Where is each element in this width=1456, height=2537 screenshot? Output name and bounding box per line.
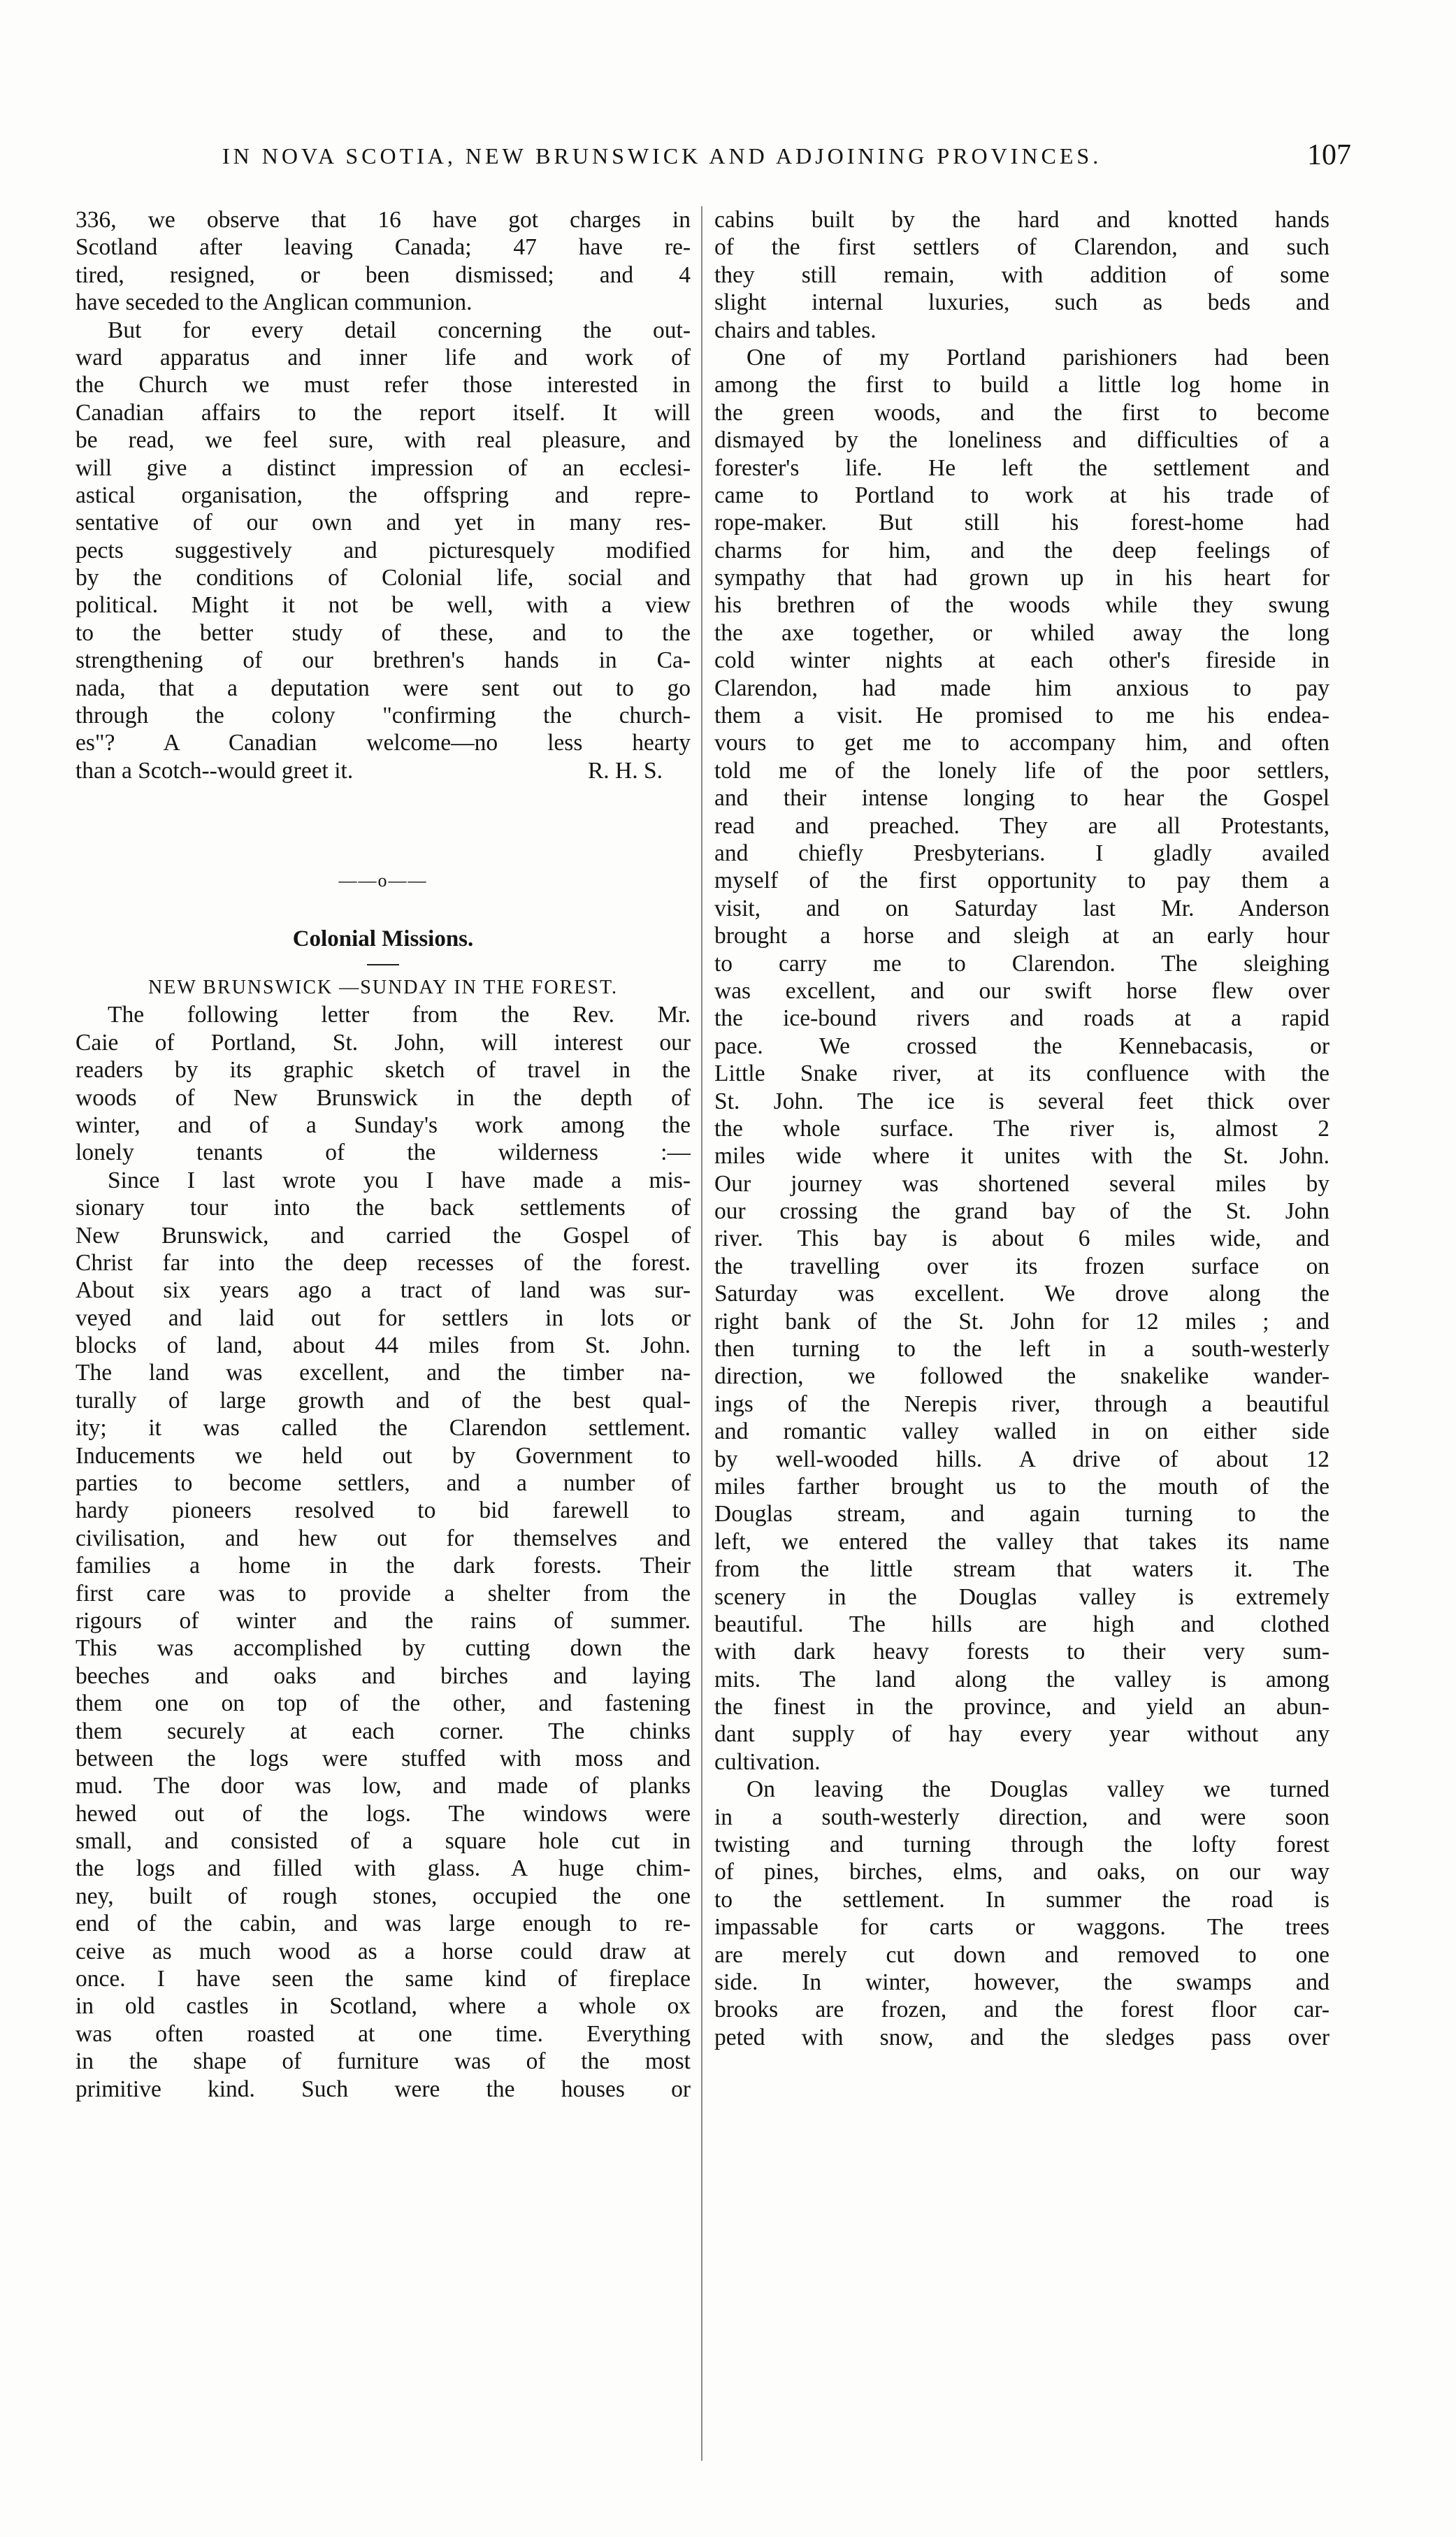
text-line: On leaving the Douglas valley we turned [747, 1776, 1329, 1803]
text-line: cultivation. [714, 1748, 821, 1775]
text-line: rope-maker. But still his forest-home had [714, 510, 1329, 536]
text-line: But for every detail concerning the out- [108, 317, 691, 343]
text-line: the ice-bound rivers and roads at a rapid [714, 1005, 1329, 1032]
text-line: veyed and laid out for settlers in lots or [75, 1305, 691, 1331]
paragraph-cabins-lines [714, 206, 1329, 317]
text-line: parties to become settlers, and a number of [75, 1470, 691, 1497]
text-line: left, we entered the valley that takes its name [714, 1528, 1329, 1555]
text-line: cabins built by the hard and knotted hands [714, 207, 1329, 233]
text-line: be read, we feel sure, with real pleasure, and [75, 427, 691, 454]
text-line: hardy pioneers resolved to bid farewell to [75, 1497, 691, 1524]
text-line: peted with snow, and the sledges pass over [714, 2024, 1329, 2050]
text-line: and their intense longing to hear the Gospel [714, 785, 1329, 812]
text-line: slight internal luxuries, such as beds and [714, 289, 1329, 316]
text-line: blocks of land, about 44 miles from St. John. [75, 1332, 691, 1359]
column-divider [701, 206, 702, 2461]
text-line: told me of the lonely life of the poor settlers, [714, 757, 1329, 784]
text-line: they still remain, with addition of some [714, 261, 1329, 288]
text-line: dant supply of hay every year without any [714, 1721, 1329, 1748]
text-line: the travelling over its frozen surface on [714, 1253, 1329, 1279]
text-line: ings of the Nerepis river, through a beautiful [714, 1390, 1329, 1417]
text-line: in old castles in Scotland, where a whole ox [75, 1993, 691, 2020]
text-line: by the conditions of Colonial life, social and [75, 565, 691, 591]
text-line: civilisation, and hew out for themselves and [75, 1525, 691, 1551]
text-line: myself of the first opportunity to pay them a [714, 868, 1329, 894]
text-line: mits. The land along the valley is among [714, 1666, 1329, 1692]
text-line: forester's life. He left the settlement and [714, 454, 1329, 481]
text-line: St. John. The ice is several feet thick over [714, 1088, 1329, 1114]
paragraph-report-reference [75, 317, 691, 785]
text-line: brooks are frozen, and the forest floor car- [714, 1997, 1329, 2023]
text-line: tired, resigned, or been dismissed; and 4 [75, 261, 691, 288]
text-line: between the logs were stuffed with moss and [75, 1745, 691, 1771]
text-line: them one on top of the other, and fastening [75, 1690, 691, 1717]
text-line: families a home in the dark forests. Their [75, 1553, 691, 1579]
text-line: 336, we observe that 16 have got charges in [75, 207, 691, 233]
text-line: Inducements we held out by Government to [75, 1442, 691, 1469]
text-line: political. Might it not be well, with a view [75, 592, 691, 619]
text-line: primitive kind. Such were the houses or [75, 2076, 691, 2102]
text-line: winter, and of a Sunday's work among the [75, 1112, 691, 1138]
paragraph-cabins [714, 206, 1329, 344]
text-line: of the first settlers of Clarendon, and such [714, 234, 1329, 261]
text-line: the logs and filled with glass. A huge chim- [75, 1855, 691, 1882]
text-line: the Church we must refer those interested in [75, 372, 691, 398]
text-line: About six years ago a tract of land was sur- [75, 1277, 691, 1304]
text-line: came to Portland to work at his trade of [714, 482, 1329, 508]
text-line: ceive as much wood as a horse could draw at [75, 1938, 691, 1964]
text-line: have seceded to the Anglican communion. [75, 289, 473, 316]
text-line: Canadian affairs to the report itself. It will [75, 399, 691, 426]
text-line: to the better study of these, and to the [75, 619, 691, 646]
text-line: first care was to provide a shelter from the [75, 1580, 691, 1607]
text-line: in the shape of furniture was of the most [75, 2048, 691, 2075]
text-line: the finest in the province, and yield an abun- [714, 1694, 1329, 1720]
text-line: Little Snake river, at its confluence with the [714, 1061, 1329, 1087]
left-column [75, 206, 691, 2464]
section-title: Colonial Missions. [292, 926, 474, 951]
text-line: beeches and oaks and birches and laying [75, 1662, 691, 1689]
text-line: sympathy that had grown up in his heart for [714, 565, 1329, 591]
text-line: once. I have seen the same kind of fireplace [75, 1966, 691, 1992]
section-divider-ornament: ——o—— [338, 870, 428, 891]
text-line: miles wide where it unites with the St. John. [714, 1143, 1329, 1170]
text-line: by well-wooded hills. A drive of about 12 [714, 1446, 1329, 1472]
text-line: dismayed by the loneliness and difficulties of a [714, 427, 1329, 454]
text-line: to carry me to Clarendon. The sleighing [714, 950, 1329, 977]
text-line: readers by its graphic sketch of travel in the [75, 1057, 691, 1084]
text-line: woods of New Brunswick in the depth of [75, 1084, 691, 1111]
text-line: brought a horse and sleigh at an early hour [714, 923, 1329, 949]
text-line: sentative of our own and yet in many res- [75, 510, 691, 536]
text-line: then turning to the left in a south-westerly [714, 1336, 1329, 1363]
text-line: charms for him, and the deep feelings of [714, 537, 1329, 563]
text-line: visit, and on Saturday last Mr. Anderson [714, 895, 1329, 921]
article-subheading: NEW BRUNSWICK —SUNDAY IN THE FOREST. [148, 976, 618, 998]
text-line: astical organisation, the offspring and repre- [75, 482, 691, 508]
text-line: with dark heavy forests to their very sum- [714, 1639, 1329, 1665]
text-line: them securely at each corner. The chinks [75, 1718, 691, 1744]
text-line: nada, that a deputation were sent out to go [75, 675, 691, 701]
text-line: This was accomplished by cutting down the [75, 1635, 691, 1662]
signature-line [75, 757, 691, 784]
text-line: turally of large growth and of the best qual- [75, 1387, 691, 1414]
text-line: river. This bay is about 6 miles wide, and [714, 1226, 1329, 1252]
paragraph-forest-road [714, 1776, 1329, 2051]
text-line: hewed out of the logs. The windows were [75, 1800, 691, 1827]
text-line: through the colony "confirming the church- [75, 703, 691, 729]
text-line: among the first to build a little log home in [714, 372, 1329, 398]
text-line: miles farther brought us to the mouth of the [714, 1473, 1329, 1500]
text-line: Our journey was shortened several miles by [714, 1170, 1329, 1197]
text-line: direction, we followed the snakelike wander- [714, 1363, 1329, 1390]
paragraph-journey-lines [714, 344, 1329, 1748]
text-line: in a south-westerly direction, and were soon [714, 1804, 1329, 1830]
text-line: Clarendon, had made him anxious to pay [714, 675, 1329, 701]
text-line: Christ far into the deep recesses of the forest. [75, 1249, 691, 1276]
text-line: and romantic valley walled in on either side [714, 1418, 1329, 1445]
text-line: mud. The door was low, and made of planks [75, 1773, 691, 1799]
text-line: lonely tenants of the wilderness :— [75, 1140, 691, 1166]
section-title-rule [367, 964, 399, 965]
text-line: The land was excellent, and the timber na- [75, 1360, 691, 1386]
text-line: to the settlement. In summer the road is [714, 1886, 1329, 1913]
author-signature: R. H. S. [587, 757, 663, 784]
text-line: pace. We crossed the Kennebacasis, or [714, 1033, 1329, 1059]
paragraph-journey [714, 344, 1329, 1776]
text-line: One of my Portland parishioners had been [747, 344, 1329, 371]
text-line: Caie of Portland, St. John, will interest our [75, 1029, 691, 1056]
text-line: Scotland after leaving Canada; 47 have re- [75, 234, 691, 261]
text-line: are merely cut down and removed to one [714, 1941, 1329, 1968]
text-line: scenery in the Douglas valley is extremely [714, 1583, 1329, 1610]
text-line: strengthening of our brethren's hands in Ca- [75, 647, 691, 674]
text-line: Saturday was excellent. We drove along the [714, 1281, 1329, 1307]
text-line: es"? A Canadian welcome—no less hearty [75, 730, 691, 756]
text-line: them a visit. He promised to me his endea- [714, 703, 1329, 729]
text-line: ward apparatus and inner life and work of [75, 344, 691, 371]
text-line: right bank of the St. John for 12 miles ; and [714, 1308, 1329, 1335]
right-column [714, 206, 1329, 2464]
text-line: New Brunswick, and carried the Gospel of [75, 1222, 691, 1249]
text-line: ney, built of rough stones, occupied the one [75, 1883, 691, 1909]
text-line: from the little stream that waters it. The [714, 1556, 1329, 1583]
text-line: will give a distinct impression of an ecclesi- [75, 454, 691, 481]
text-line: twisting and turning through the lofty forest [714, 1832, 1329, 1858]
text-line: cold winter nights at each other's fireside in [714, 647, 1329, 674]
text-line: the axe together, or whiled away the long [714, 619, 1329, 646]
text-line: was often roasted at one time. Everything [75, 2020, 691, 2047]
text-line: vours to get me to accompany him, and often [714, 730, 1329, 756]
closing-text: than a Scotch--would greet it. [75, 757, 354, 784]
text-line: Douglas stream, and again turning to the [714, 1501, 1329, 1528]
text-line: ity; it was called the Clarendon settlement. [75, 1415, 691, 1442]
text-line: read and preached. They are all Protestants, [714, 812, 1329, 839]
paragraph-report-reference-lines [75, 317, 691, 757]
text-line: The following letter from the Rev. Mr. [108, 1002, 691, 1028]
text-line: chairs and tables. [714, 317, 877, 343]
text-line: and chiefly Presbyterians. I gladly availed [714, 840, 1329, 866]
text-line: our crossing the grand bay of the St. John [714, 1198, 1329, 1225]
text-line: impassable for carts or waggons. The trees [714, 1914, 1329, 1941]
text-line: beautiful. The hills are high and clothed [714, 1611, 1329, 1637]
text-line: of pines, birches, elms, and oaks, on our way [714, 1859, 1329, 1885]
text-line: end of the cabin, and was large enough to re- [75, 1911, 691, 1937]
text-line: was excellent, and our swift horse flew over [714, 977, 1329, 1004]
text-line: side. In winter, however, the swamps and [714, 1969, 1329, 1995]
text-line: Since I last wrote you I have made a mis- [108, 1167, 691, 1193]
text-line: the whole surface. The river is, almost 2 [714, 1115, 1329, 1142]
page-number: 107 [1307, 139, 1351, 171]
text-line: sionary tour into the back settlements of [75, 1195, 691, 1221]
text-line: rigours of winter and the rains of summer. [75, 1607, 691, 1634]
text-line: pects suggestively and picturesquely modified [75, 537, 691, 563]
text-line: his brethren of the woods while they swung [714, 592, 1329, 619]
text-line: the green woods, and the first to become [714, 399, 1329, 426]
text-line: small, and consisted of a square hole cut in [75, 1828, 691, 1855]
running-head: IN NOVA SCOTIA, NEW BRUNSWICK AND ADJOINING PROVINCES. [222, 143, 1102, 168]
paragraph-settlement-history [75, 1167, 691, 2103]
paragraph-introduction [75, 1001, 691, 1166]
paragraph-report-statistics [75, 206, 691, 317]
